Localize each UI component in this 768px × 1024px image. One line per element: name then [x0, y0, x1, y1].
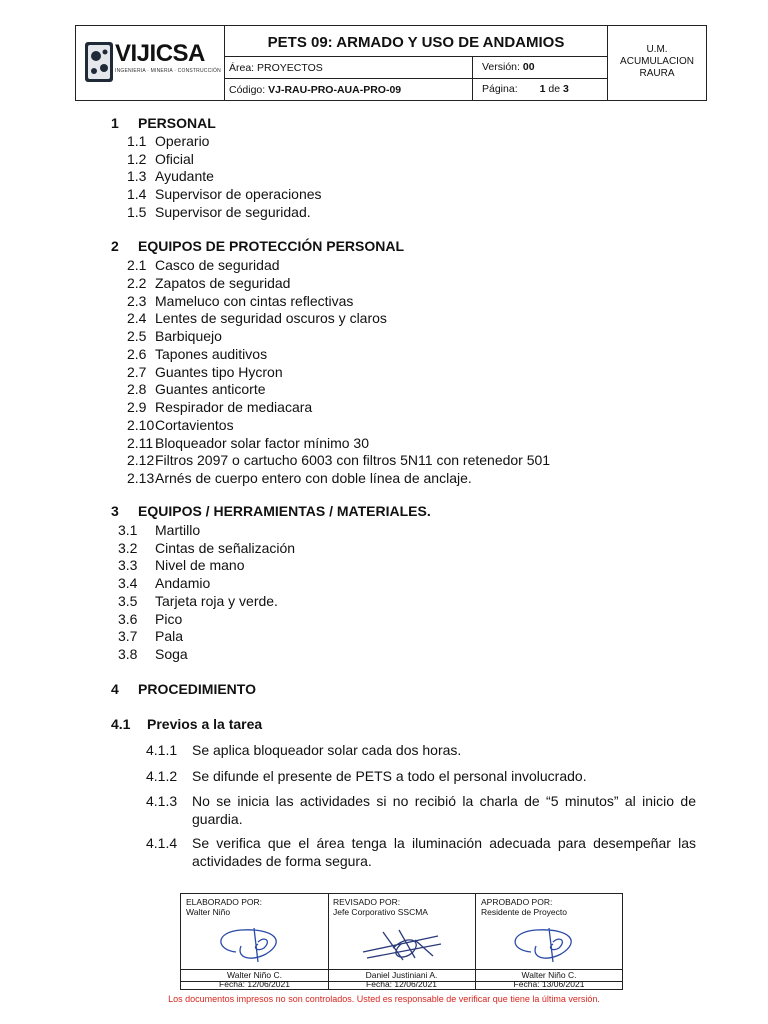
section-title: EQUIPOS DE PROTECCIÓN PERSONAL — [138, 238, 405, 254]
signature-label: APROBADO POR: Residente de Proyecto — [481, 897, 567, 917]
item-text: Respirador de mediacara — [155, 399, 313, 415]
section-number: 4 — [111, 681, 119, 697]
list-item — [127, 151, 194, 167]
item-text: Pico — [155, 610, 183, 627]
logo-wordmark: VIJICSA — [115, 40, 205, 67]
list-item — [127, 204, 311, 220]
item-text: Pala — [155, 628, 184, 645]
area-cell — [225, 57, 473, 78]
signature-date: Fecha: 12/06/2021 — [219, 979, 290, 989]
step-number: 4.1.1 — [146, 742, 178, 758]
item-number: 2.4 — [127, 310, 147, 327]
list-item — [127, 275, 290, 291]
item-number: 2.11 — [127, 434, 154, 451]
list-item — [127, 168, 214, 184]
code-cell — [225, 79, 473, 100]
signer-name: Daniel Justiniani A. — [328, 969, 475, 982]
list-item — [118, 540, 295, 556]
signature-label: REVISADO POR: Jefe Corporativo SSCMA — [333, 897, 428, 917]
step-text: No se inicia las actividades si no recibió la charla de “5 minutos” al inicio de guardia. — [192, 793, 696, 827]
item-number: 2.9 — [127, 399, 147, 415]
list-item — [127, 186, 322, 202]
handwritten-signature-icon — [206, 922, 306, 964]
signer-name: Walter Niño C. — [476, 969, 622, 982]
step-text: Se verifica que el área tenga la iluminación adecuada para desempeñar las actividades de forma segura. — [192, 835, 696, 869]
list-item — [127, 257, 280, 273]
item-text: Bloqueador solar factor mínimo 30 — [155, 434, 369, 451]
list-item — [127, 381, 266, 397]
item-text: Operario — [155, 133, 210, 149]
signer-name: Walter Niño C. — [181, 969, 328, 982]
page-label: Página: — [482, 83, 518, 95]
list-item — [118, 628, 183, 644]
item-number: 2.13 — [127, 470, 155, 486]
document-title: PETS 09: ARMADO Y USO DE ANDAMIOS — [225, 26, 607, 57]
document-header — [75, 25, 707, 101]
list-item — [127, 346, 267, 362]
item-number: 1.1 — [127, 133, 147, 149]
code-label: Código: — [229, 84, 269, 96]
list-item — [127, 310, 387, 326]
item-text: Nivel de mano — [155, 557, 245, 574]
subsection-number: 4.1 — [111, 716, 131, 732]
section-title: EQUIPOS / HERRAMIENTAS / MATERIALES. — [138, 503, 431, 519]
step-text: Se aplica bloqueador solar cada dos horas. — [192, 742, 462, 758]
code-value: VJ-RAU-PRO-AUA-PRO-09 — [268, 84, 402, 96]
item-number: 2.10 — [127, 416, 155, 433]
item-number: 2.6 — [127, 345, 147, 362]
version-value: 00 — [522, 61, 535, 73]
signature-column-prepared — [181, 894, 329, 989]
page-cell — [474, 79, 607, 100]
company-logo-icon — [82, 38, 116, 88]
item-number: 3.6 — [118, 610, 138, 627]
item-text: Supervisor de operaciones — [155, 186, 322, 203]
section-heading-procedure — [111, 681, 256, 697]
unit-line2: ACUMULACION — [620, 56, 694, 67]
item-text: Tarjeta roja y verde. — [155, 592, 278, 609]
item-number: 1.4 — [127, 186, 147, 203]
header-row-code — [225, 79, 607, 100]
signature-date: Fecha: 12/06/2021 — [366, 979, 437, 989]
disclaimer-notice: Los documentos impresos no son controlados. Usted es responsable de verificar que tiene la última versión. — [168, 994, 600, 1004]
item-number: 1.2 — [127, 150, 147, 167]
item-text: Filtros 2097 o cartucho 6003 con filtros 5N11 con retenedor 501 — [155, 452, 551, 469]
item-text: Supervisor de seguridad. — [155, 203, 311, 220]
section-number: 3 — [111, 503, 119, 519]
section-heading-personal — [111, 115, 216, 131]
signature-column-reviewed — [328, 894, 476, 989]
page-total: 3 — [562, 83, 569, 95]
area-value: PROYECTOS — [257, 62, 323, 74]
handwritten-signature-icon — [353, 922, 453, 964]
unit-cell — [607, 26, 706, 100]
section-title: PERSONAL — [138, 115, 216, 131]
header-row-area — [225, 57, 607, 79]
item-number: 3.5 — [118, 592, 138, 609]
item-text: Lentes de seguridad oscuros y claros — [155, 310, 387, 327]
item-number: 2.2 — [127, 274, 147, 291]
item-number: 1.5 — [127, 203, 147, 220]
page-current: 1 — [539, 83, 546, 95]
item-number: 2.8 — [127, 381, 147, 398]
item-number: 2.1 — [127, 257, 147, 273]
version-cell — [474, 57, 607, 78]
step-number: 4.1.2 — [146, 768, 178, 784]
list-item — [127, 417, 234, 433]
item-text: Ayudante — [155, 168, 214, 185]
item-number: 3.2 — [118, 539, 138, 556]
item-text: Casco de seguridad — [155, 257, 280, 273]
list-item — [127, 435, 369, 451]
signature-date: Fecha: 13/06/2021 — [513, 979, 585, 989]
item-text: Cintas de señalización — [155, 539, 296, 556]
item-number: 2.7 — [127, 363, 147, 380]
unit-line3: RAURA — [639, 68, 675, 79]
list-item — [127, 452, 550, 468]
section-heading-tools — [111, 503, 431, 519]
unit-line1: U.M. — [646, 44, 668, 55]
step-text: Se difunde el presente de PETS a todo el personal involucrado. — [192, 768, 587, 784]
handwritten-signature-icon — [501, 922, 601, 964]
list-item — [118, 646, 188, 662]
list-item — [118, 522, 200, 538]
step-number: 4.1.3 — [146, 793, 178, 809]
item-text: Andamio — [155, 575, 211, 592]
section-heading-epp — [111, 238, 404, 254]
list-item — [118, 593, 278, 609]
subsection-heading — [111, 716, 262, 732]
section-number: 1 — [111, 115, 119, 131]
signature-label: ELABORADO POR: Walter Niño — [186, 897, 263, 917]
list-item — [127, 399, 312, 415]
subsection-title: Previos a la tarea — [147, 716, 263, 732]
item-text: Zapatos de seguridad — [155, 274, 291, 291]
item-text: Soga — [155, 645, 188, 662]
item-text: Mameluco con cintas reflectivas — [155, 292, 354, 309]
item-text: Oficial — [155, 150, 194, 167]
list-item — [127, 328, 222, 344]
item-text: Guantes anticorte — [155, 381, 266, 398]
area-label: Área: — [229, 62, 258, 74]
page-of: de — [545, 83, 563, 95]
list-item — [127, 470, 472, 486]
list-item — [127, 364, 283, 380]
item-number: 3.1 — [118, 522, 138, 538]
item-text: Cortavientos — [155, 416, 234, 433]
list-item — [118, 575, 210, 591]
step-number: 4.1.4 — [146, 835, 178, 851]
list-item — [118, 611, 182, 627]
signature-table — [180, 893, 623, 990]
item-number: 1.3 — [127, 168, 147, 185]
section-title: PROCEDIMIENTO — [138, 681, 256, 697]
version-label: Versión: — [482, 61, 523, 73]
procedure-step — [146, 834, 696, 870]
logo-cell — [76, 26, 225, 100]
item-number: 2.5 — [127, 328, 147, 344]
item-number: 3.4 — [118, 575, 138, 592]
item-number: 3.7 — [118, 628, 138, 645]
logo-tagline: INGENIERIA · MINERIA · CONSTRUCCIÓN — [115, 68, 221, 74]
list-item — [127, 293, 353, 309]
procedure-step — [146, 741, 696, 759]
procedure-step — [146, 792, 696, 828]
item-text: Arnés de cuerpo entero con doble línea de anclaje. — [155, 470, 472, 486]
item-number: 2.12 — [127, 452, 155, 469]
item-text: Tapones auditivos — [155, 345, 268, 362]
list-item — [118, 557, 245, 573]
item-number: 2.3 — [127, 292, 147, 309]
list-item — [127, 133, 209, 149]
item-number: 3.8 — [118, 645, 138, 662]
procedure-step — [146, 767, 696, 785]
item-text: Martillo — [155, 522, 201, 538]
signature-column-approved — [476, 894, 622, 989]
item-text: Guantes tipo Hycron — [155, 363, 283, 380]
item-number: 3.3 — [118, 557, 138, 574]
item-text: Barbiquejo — [155, 328, 222, 344]
section-number: 2 — [111, 238, 119, 254]
